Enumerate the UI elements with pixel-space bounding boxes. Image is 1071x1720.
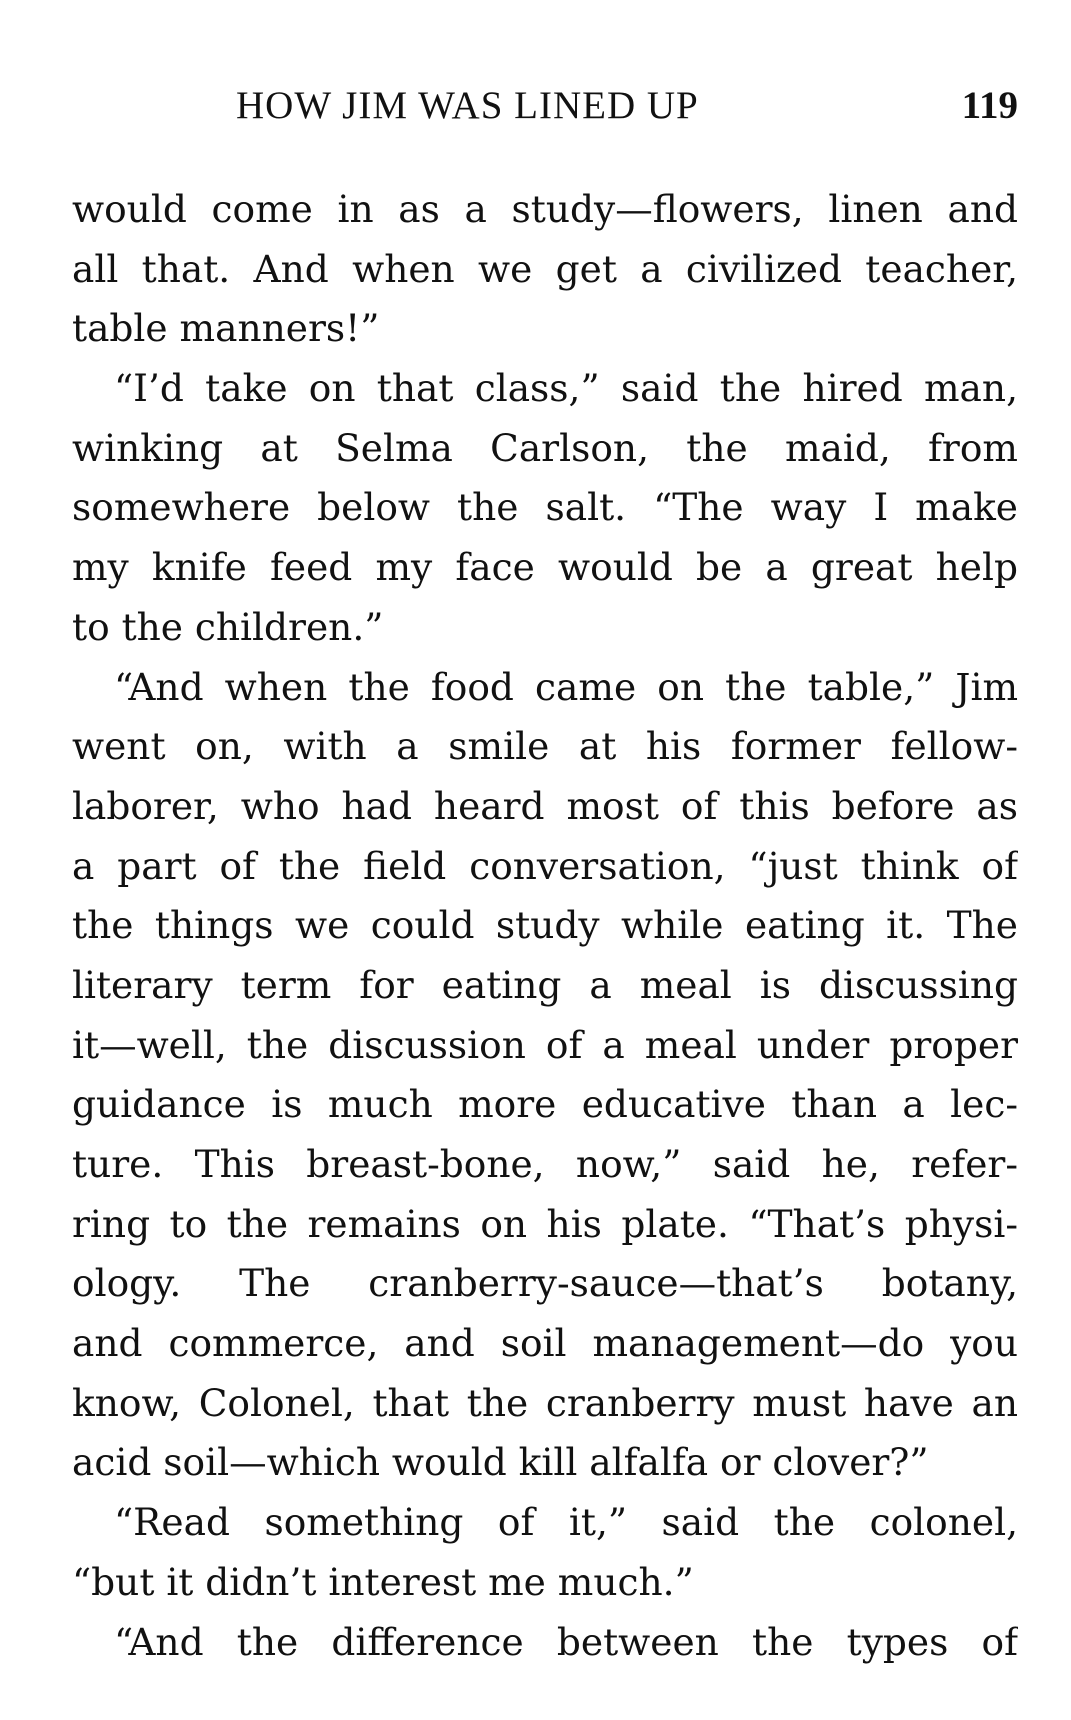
text-line: literary term for eating a meal is discussing: [72, 962, 1018, 1007]
text-line: went on, with a smile at his former fellow-: [72, 724, 1018, 769]
running-head: [72, 78, 1018, 134]
text-line: and commerce, and soil management—do you: [72, 1321, 1018, 1366]
text-line: a part of the field conversation, “just think of: [72, 843, 1018, 888]
text-line: my knife feed my face would be a great help: [72, 545, 1018, 590]
page-number: 119: [961, 84, 1018, 127]
text-line: table manners!”: [72, 306, 380, 351]
text-line: guidance is much more educative than a lec-: [72, 1082, 1018, 1127]
text-line: ture. This breast-bone, now,” said he, refer-: [72, 1142, 1018, 1186]
text-line: know, Colonel, that the cranberry must have an: [72, 1380, 1018, 1425]
text-line: ology. The cranberry-sauce—that’s botany,: [72, 1261, 1018, 1306]
text-line: winking at Selma Carlson, the maid, from: [72, 425, 1018, 470]
text-line: the things we could study while eating it. The: [72, 903, 1018, 948]
text-line: “And when the food came on the table,” Jim: [114, 664, 1018, 709]
text-line: laborer, who had heard most of this before as: [72, 783, 1018, 828]
text-line: “Read something of it,” said the colonel,: [114, 1500, 1018, 1545]
text-line: all that. And when we get a civilized teacher,: [72, 246, 1018, 291]
text-line: “And the difference between the types of: [114, 1619, 1018, 1664]
text-line: ring to the remains on his plate. “That’s physi-: [72, 1201, 1018, 1246]
text-line: to the children.”: [72, 604, 384, 649]
running-title: HOW JIM WAS LINED UP: [236, 84, 699, 127]
text-line: somewhere below the salt. “The way I make: [72, 485, 1018, 530]
body-text: [72, 180, 1018, 1672]
text-line: “but it didn’t interest me much.”: [72, 1559, 694, 1604]
text-line: “I’d take on that class,” said the hired man,: [114, 366, 1018, 411]
text-line: would come in as a study—flowers, linen and: [72, 187, 1018, 231]
text-line: acid soil—which would kill alfalfa or clover?”: [72, 1440, 929, 1485]
text-line: it—well, the discussion of a meal under proper: [72, 1022, 1018, 1067]
